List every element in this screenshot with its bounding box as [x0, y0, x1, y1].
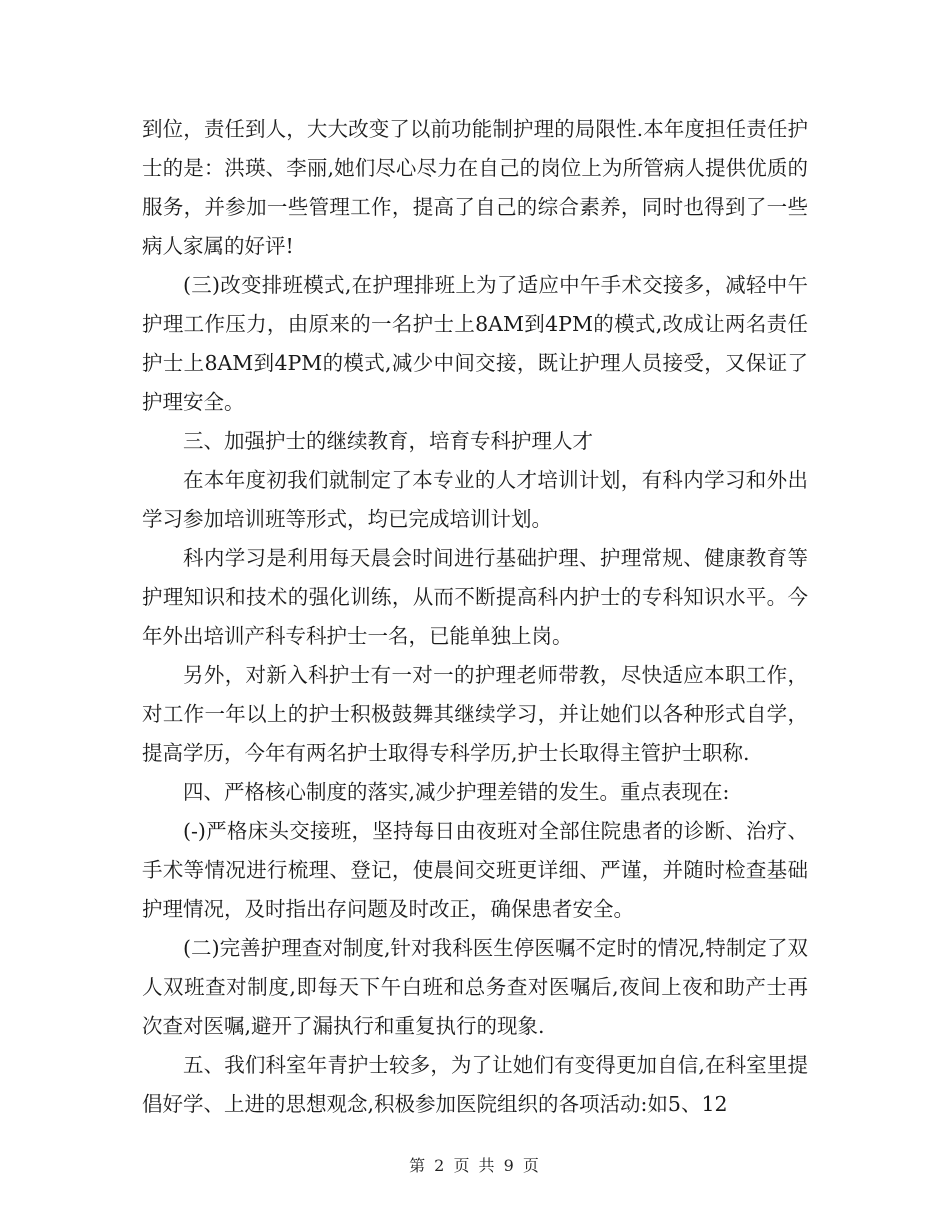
page-number-footer: 第 2 页 共 9 页 [409, 1156, 541, 1175]
paragraph: 五、我们科室年青护士较多，为了让她们有变得更加自信,在科室里提倡好学、上进的思想观念,积极参加医院组织的各项活动:如5、12 [142, 1053, 808, 1116]
section-heading: 四、严格核心制度的落实,减少护理差错的发生。重点表现在: [183, 780, 730, 804]
paragraph: 在本年度初我们就制定了本专业的人才培训计划，有科内学习和外出学习参加培训班等形式，均已完成培训计划。 [142, 468, 808, 531]
paragraph: (-)严格床头交接班，坚持每日由夜班对全部住院患者的诊断、治疗、手术等情况进行梳理、登记，使晨间交班更详细、严谨，并随时检查基础护理情况，及时指出存问题及时改正，确保患者安全。 [142, 819, 808, 921]
paragraph: (二)完善护理查对制度,针对我科医生停医嘱不定时的情况,特制定了双人双班查对制度,即每天下午白班和总务查对医嘱后,夜间上夜和助产士再次查对医嘱,避开了漏执行和重复执行的现象. [142, 936, 808, 1038]
paragraph: 科内学习是利用每天晨会时间进行基础护理、护理常规、健康教育等护理知识和技术的强化训练，从而不断提高科内护士的专科知识水平。今年外出培训产科专科护士一名，已能单独上岗。 [142, 546, 808, 648]
document-body [142, 110, 808, 1124]
paragraph: 到位，责任到人，大大改变了以前功能制护理的局限性.本年度担任责任护士的是：洪瑛、李丽,她们尽心尽力在自己的岗位上为所管病人提供优质的服务，并参加一些管理工作，提高了自己的综合素养，同时也得到了一些病人家属的好评! [142, 117, 808, 258]
paragraph: (三)改变排班模式,在护理排班上为了适应中午手术交接多，减轻中午护理工作压力，由原来的一名护士上8AM到4PM的模式,改成让两名责任护士上8AM到4PM的模式,减少中间交接，既让护理人员接受，又保证了护理安全。 [142, 273, 808, 414]
section-heading: 三、加强护士的继续教育，培育专科护理人才 [183, 429, 593, 453]
paragraph: 另外，对新入科护士有一对一的护理老师带教，尽快适应本职工作，对工作一年以上的护士积极鼓舞其继续学习，并让她们以各种形式自学，提高学历，今年有两名护士取得专科学历,护士长取得主管护士职称. [142, 663, 808, 765]
